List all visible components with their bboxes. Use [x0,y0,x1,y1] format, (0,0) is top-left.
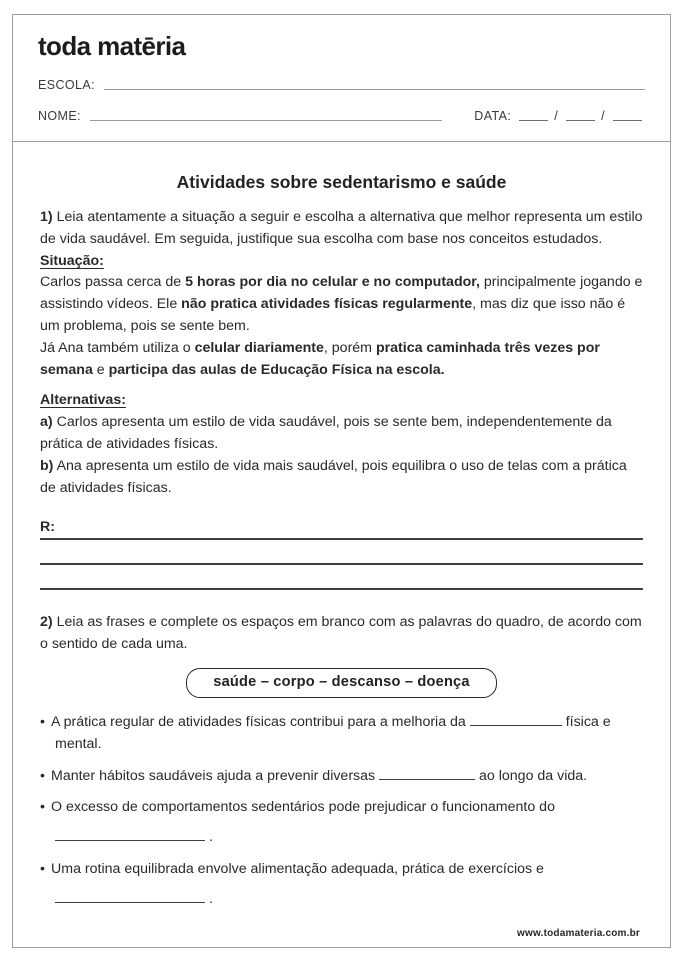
nome-label: NOME: [38,109,81,123]
fill-in-blank[interactable] [470,713,562,726]
fill-in-item [40,859,643,911]
question-1-text: 1) Leia atentamente a situação a seguir e escolha a alternativa que melhor representa um estilo de vida saudável. Em seguida, justifique sua escolha com base nos conceitos estudados. [40,209,643,247]
data-label: DATA: [474,109,512,123]
nome-input-line[interactable] [90,119,442,121]
date-month-line[interactable] [566,119,595,121]
fill-in-item [40,797,643,849]
date-slash: / [601,109,605,123]
fill-in-item [40,712,643,756]
bullet-icon: • [40,860,45,877]
worksheet-title: Atividades sobre sedentarismo e saúde [176,172,507,192]
fill-in-item-text: Uma rotina equilibrada envolve alimentação adequada, prática de exercícios e . [51,860,544,907]
header-box [12,14,671,142]
situacao-label: Situação: [40,252,104,269]
bullet-icon: • [40,799,45,816]
nome-data-row [38,109,645,124]
fill-in-item-text: O excesso de comportamentos sedentários pode prejudicar o funcionamento do . [51,799,555,846]
alternative-a: a) Carlos apresenta um estilo de vida saudável, pois se sente bem, independentemente da prática de atividades físicas. [40,414,612,452]
question-2-text: 2) Leia as frases e complete os espaços em branco com as palavras do quadro, de acordo com o sentido de cada uma. [40,614,642,653]
fill-in-blank[interactable] [55,828,205,841]
escola-input-line[interactable] [104,88,645,90]
escola-label: ESCOLA: [38,78,95,92]
date-year-line[interactable] [613,119,642,121]
date-slash: / [554,109,559,123]
fill-in-blank[interactable] [379,767,475,780]
situacao-text: Carlos passa cerca de 5 horas por dia no celular e no computador, principalmente jogando e assistindo vídeos. Ele não pratica atividades físicas regularmente, mas diz que isso não é um problema, pois se sente bem. Já Ana também utiliza o celular diariamente, porém pratica caminhada três vezes por semana e participa das aulas de Educação Física na escola. [40,274,643,378]
activity-box [12,141,671,948]
bullet-icon: • [40,767,45,784]
fill-in-list [40,712,643,911]
answer-label: R: [40,519,55,536]
alternative-b: b) Ana apresenta um estilo de vida mais saudável, pois equilibra o uso de telas com a prática de atividades físicas. [40,457,627,496]
fill-in-item [40,766,643,788]
answer-line-2[interactable] [40,563,643,565]
answer-row[interactable] [40,519,643,540]
word-bank-box: saúde – corpo – descanso – doença [186,668,496,698]
fill-in-blank[interactable] [55,890,205,903]
escola-row [38,78,645,93]
bullet-icon: • [40,713,45,730]
fill-in-item-text: Manter hábitos saudáveis ajuda a prevenir diversas ao longo da vida. [51,767,588,784]
alternativas-label: Alternativas: [40,392,126,409]
fill-in-item-text: A prática regular de atividades físicas contribui para a melhoria da física e mental. [51,713,611,752]
website-url: www.todamateria.com.br [517,928,640,939]
date-day-line[interactable] [519,119,548,121]
toda-materia-logo: toda matēria [38,31,186,61]
answer-line-3[interactable] [40,588,643,590]
